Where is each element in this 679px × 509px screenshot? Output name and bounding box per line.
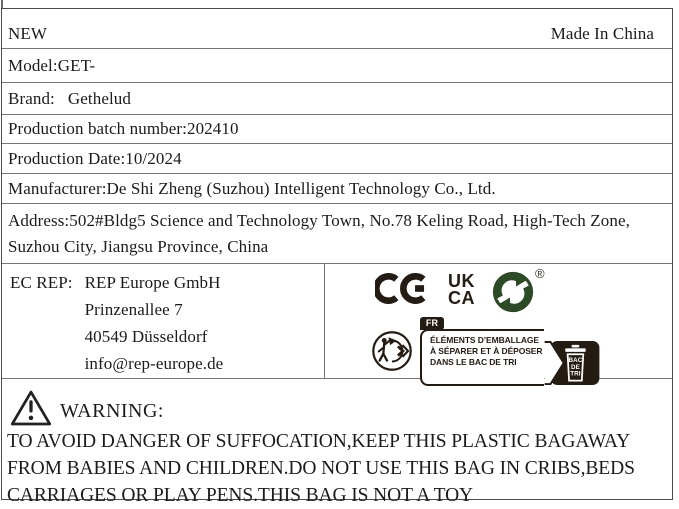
ukca-top-text: UK [448,271,475,291]
label-table [1,8,673,506]
warning-line: FROM BABIES AND CHILDREN.DO NOT USE THIS BAG IN CRIBS,BEDS [7,458,635,479]
row-header [2,9,672,49]
bin-text-line: TRI [570,370,582,378]
infotri-line: DANS LE BAC DE TRI [430,356,517,367]
row-manufacturer [2,174,672,204]
row-production-batch [2,115,672,144]
ukca-mark-icon [448,273,475,306]
warning-line: CARRIAGES OR PLAY PENS.THIS BAG IS NOT A TOY [7,485,474,506]
warning-line: TO AVOID DANGER OF SUFFOCATION,KEEP THIS PLASTIC BAGAWAY [7,431,631,452]
production-batch-text: Production batch number:202410 [8,119,239,138]
ukca-bottom-text: CA [448,287,475,308]
production-date-text: Production Date:10/2024 [8,148,182,168]
ec-rep-line: Prinzenallee 7 [84,300,183,319]
infotri-line: ÉLÉMENTS D’EMBALLAGE [430,335,539,345]
green-dot-recycling-icon [492,271,534,313]
made-in-china-label: Made In China [550,24,654,43]
warning-text-block [7,428,635,509]
row-warning [2,379,672,506]
brand-value: Gethelud [67,88,131,108]
row-brand [2,83,672,115]
ec-rep-line: info@rep-europe.de [84,354,224,373]
row-production-date [2,144,672,174]
ec-rep-label: EC REP: [10,273,73,292]
marks-top-row [375,266,545,313]
bin-text-line: BAC [568,357,583,365]
triman-recycling-icon [371,329,413,373]
certification-marks-cell [325,264,672,378]
green-dot-group [492,266,545,313]
model-text: Model:GET- [8,55,96,75]
infotri-text-box [420,329,544,386]
bin-text-line: DE [571,363,581,371]
marks-bottom-row [371,317,602,386]
infotri-line: À SÉPARER ET À DÉPOSER [430,345,543,356]
row-ec-rep-and-marks [2,264,672,379]
ec-rep-line: REP Europe GmbH [84,273,221,292]
warning-triangle-icon [10,388,52,428]
ec-rep-line: 40549 Düsseldorf [84,327,208,346]
warning-title: WARNING: [60,400,164,422]
ec-rep-address-block [85,269,224,377]
fr-tag: FR [420,317,444,330]
ec-rep-cell [2,264,325,378]
row-address [2,204,672,264]
manufacturer-text: Manufacturer:De Shi Zheng (Suzhou) Intelligent Technology Co., Ltd. [8,178,496,198]
address-text: Address:502#Bldg5 Science and Technology Town, No.78 Keling Road, High-Tech Zone, Suzhou City, Jiangsu Province, China [8,211,630,256]
ce-mark-icon [375,271,429,306]
row-model [2,49,672,83]
info-tri-group [420,317,602,386]
registered-trademark-symbol: ® [535,266,545,281]
brand-label: Brand: [8,88,55,108]
new-label: NEW [8,24,48,43]
